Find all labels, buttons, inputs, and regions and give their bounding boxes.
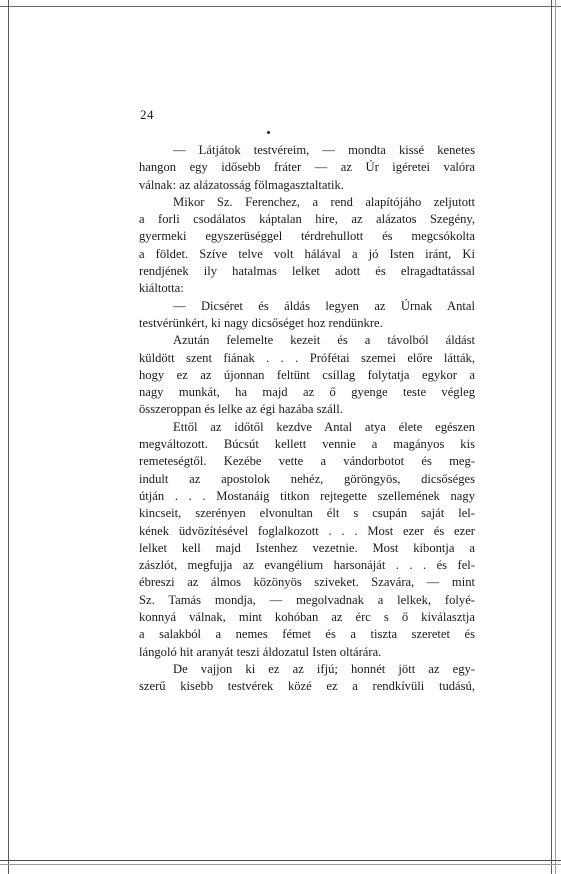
scan-edge-left bbox=[8, 0, 9, 874]
text-line: kiáltotta: bbox=[139, 281, 184, 296]
text-line: kének üdvözítésével foglalkozott . . . Most ezer és ezer bbox=[139, 523, 475, 538]
text-line: kincseit, szerényen elvonultan élt s csupán saját lel- bbox=[139, 506, 475, 521]
scan-edge-top bbox=[0, 6, 561, 7]
text-line: Mikor Sz. Ferenchez, a rend alapítójáho zeljutott bbox=[173, 194, 475, 209]
ink-dot bbox=[267, 131, 270, 134]
text-line: testvérünkért, ki nagy dicsőséget hoz rendünkre. bbox=[139, 315, 383, 330]
text-line: zászlót, megfujja az evangélium harsonáját . . . és fel- bbox=[139, 558, 475, 573]
text-line: küldött szent fiának . . . Prófétai szemei előre látták, bbox=[139, 350, 475, 365]
text-line: a földet. Szíve telve volt hálával a jó Isten iránt, Ki bbox=[139, 246, 475, 261]
text-line: ébreszi az álmos közönyös sziveket. Szavára, — mint bbox=[139, 575, 475, 590]
text-line: lángoló hit aranyát teszi áldozatul Isten oltárára. bbox=[139, 644, 382, 659]
text-line: remeteségtől. Kezébe vette a vándorbotot és meg- bbox=[139, 454, 475, 469]
text-line: a forli csodálatos káptalan hire, az alázatos Szegény, bbox=[139, 212, 475, 227]
scan-edge-right-inner bbox=[555, 0, 556, 874]
text-line: megváltozott. Búcsút kellett vennie a magányos kis bbox=[139, 437, 475, 452]
text-line: szerű kisebb testvérek közé ez a rendkívüli tudású, bbox=[139, 679, 475, 694]
text-line: Azután felemelte kezeit és a távolból áldást bbox=[173, 333, 475, 348]
text-line: nagy munkát, ha majd az ő gyenge teste végleg bbox=[139, 385, 475, 400]
text-line: rendjének ily hatalmas lelket adott és elragadtatással bbox=[139, 264, 475, 279]
page-number: 24 bbox=[140, 107, 154, 122]
text-line: összeroppan és lelke az égi hazába száll. bbox=[139, 402, 343, 417]
text-line: Ettől az időtől kezdve Antal atya élete egészen bbox=[173, 419, 475, 434]
body-text bbox=[139, 142, 475, 696]
text-line: hangon egy idősebb fráter — az Úr igéretei valóra bbox=[139, 160, 475, 175]
text-line: válnak: az alázatosság fölmagasztaltatik. bbox=[139, 177, 344, 192]
text-line: a salakból a nemes fémet és a tiszta szeretet és bbox=[139, 627, 475, 642]
text-line: — Látjátok testvéreim, — mondta kissé kenetes bbox=[173, 143, 475, 157]
scan-edge-bottom-inner bbox=[0, 864, 561, 865]
text-line: gyermeki egyszerüséggel térdrehullott és megcsókolta bbox=[139, 229, 475, 244]
text-line: De vajjon ki ez az ifjú; honnét jött az egy- bbox=[173, 661, 475, 676]
text-line: lelket kell majd Istenhez vezetnie. Most kibontja a bbox=[139, 540, 475, 555]
text-line: útján . . . Mostanáig titkon rejtegette szellemének nagy bbox=[139, 488, 475, 503]
scan-edge-right bbox=[551, 0, 552, 874]
scan-edge-bottom bbox=[0, 860, 561, 861]
text-line: konnyá válnak, mint kohóban az érc s ő kiválasztja bbox=[139, 610, 475, 625]
text-line: hogy ez az újonnan feltünt csillag folytatja egykor a bbox=[139, 367, 475, 382]
text-line: indult az apostolok nehéz, göröngyös, dicsőséges bbox=[139, 471, 475, 486]
text-line: — Dicséret és áldás legyen az Úrnak Antal bbox=[173, 298, 475, 313]
text-line: Sz. Tamás mondja, — megolvadnak a lelkek, folyé- bbox=[139, 592, 475, 607]
